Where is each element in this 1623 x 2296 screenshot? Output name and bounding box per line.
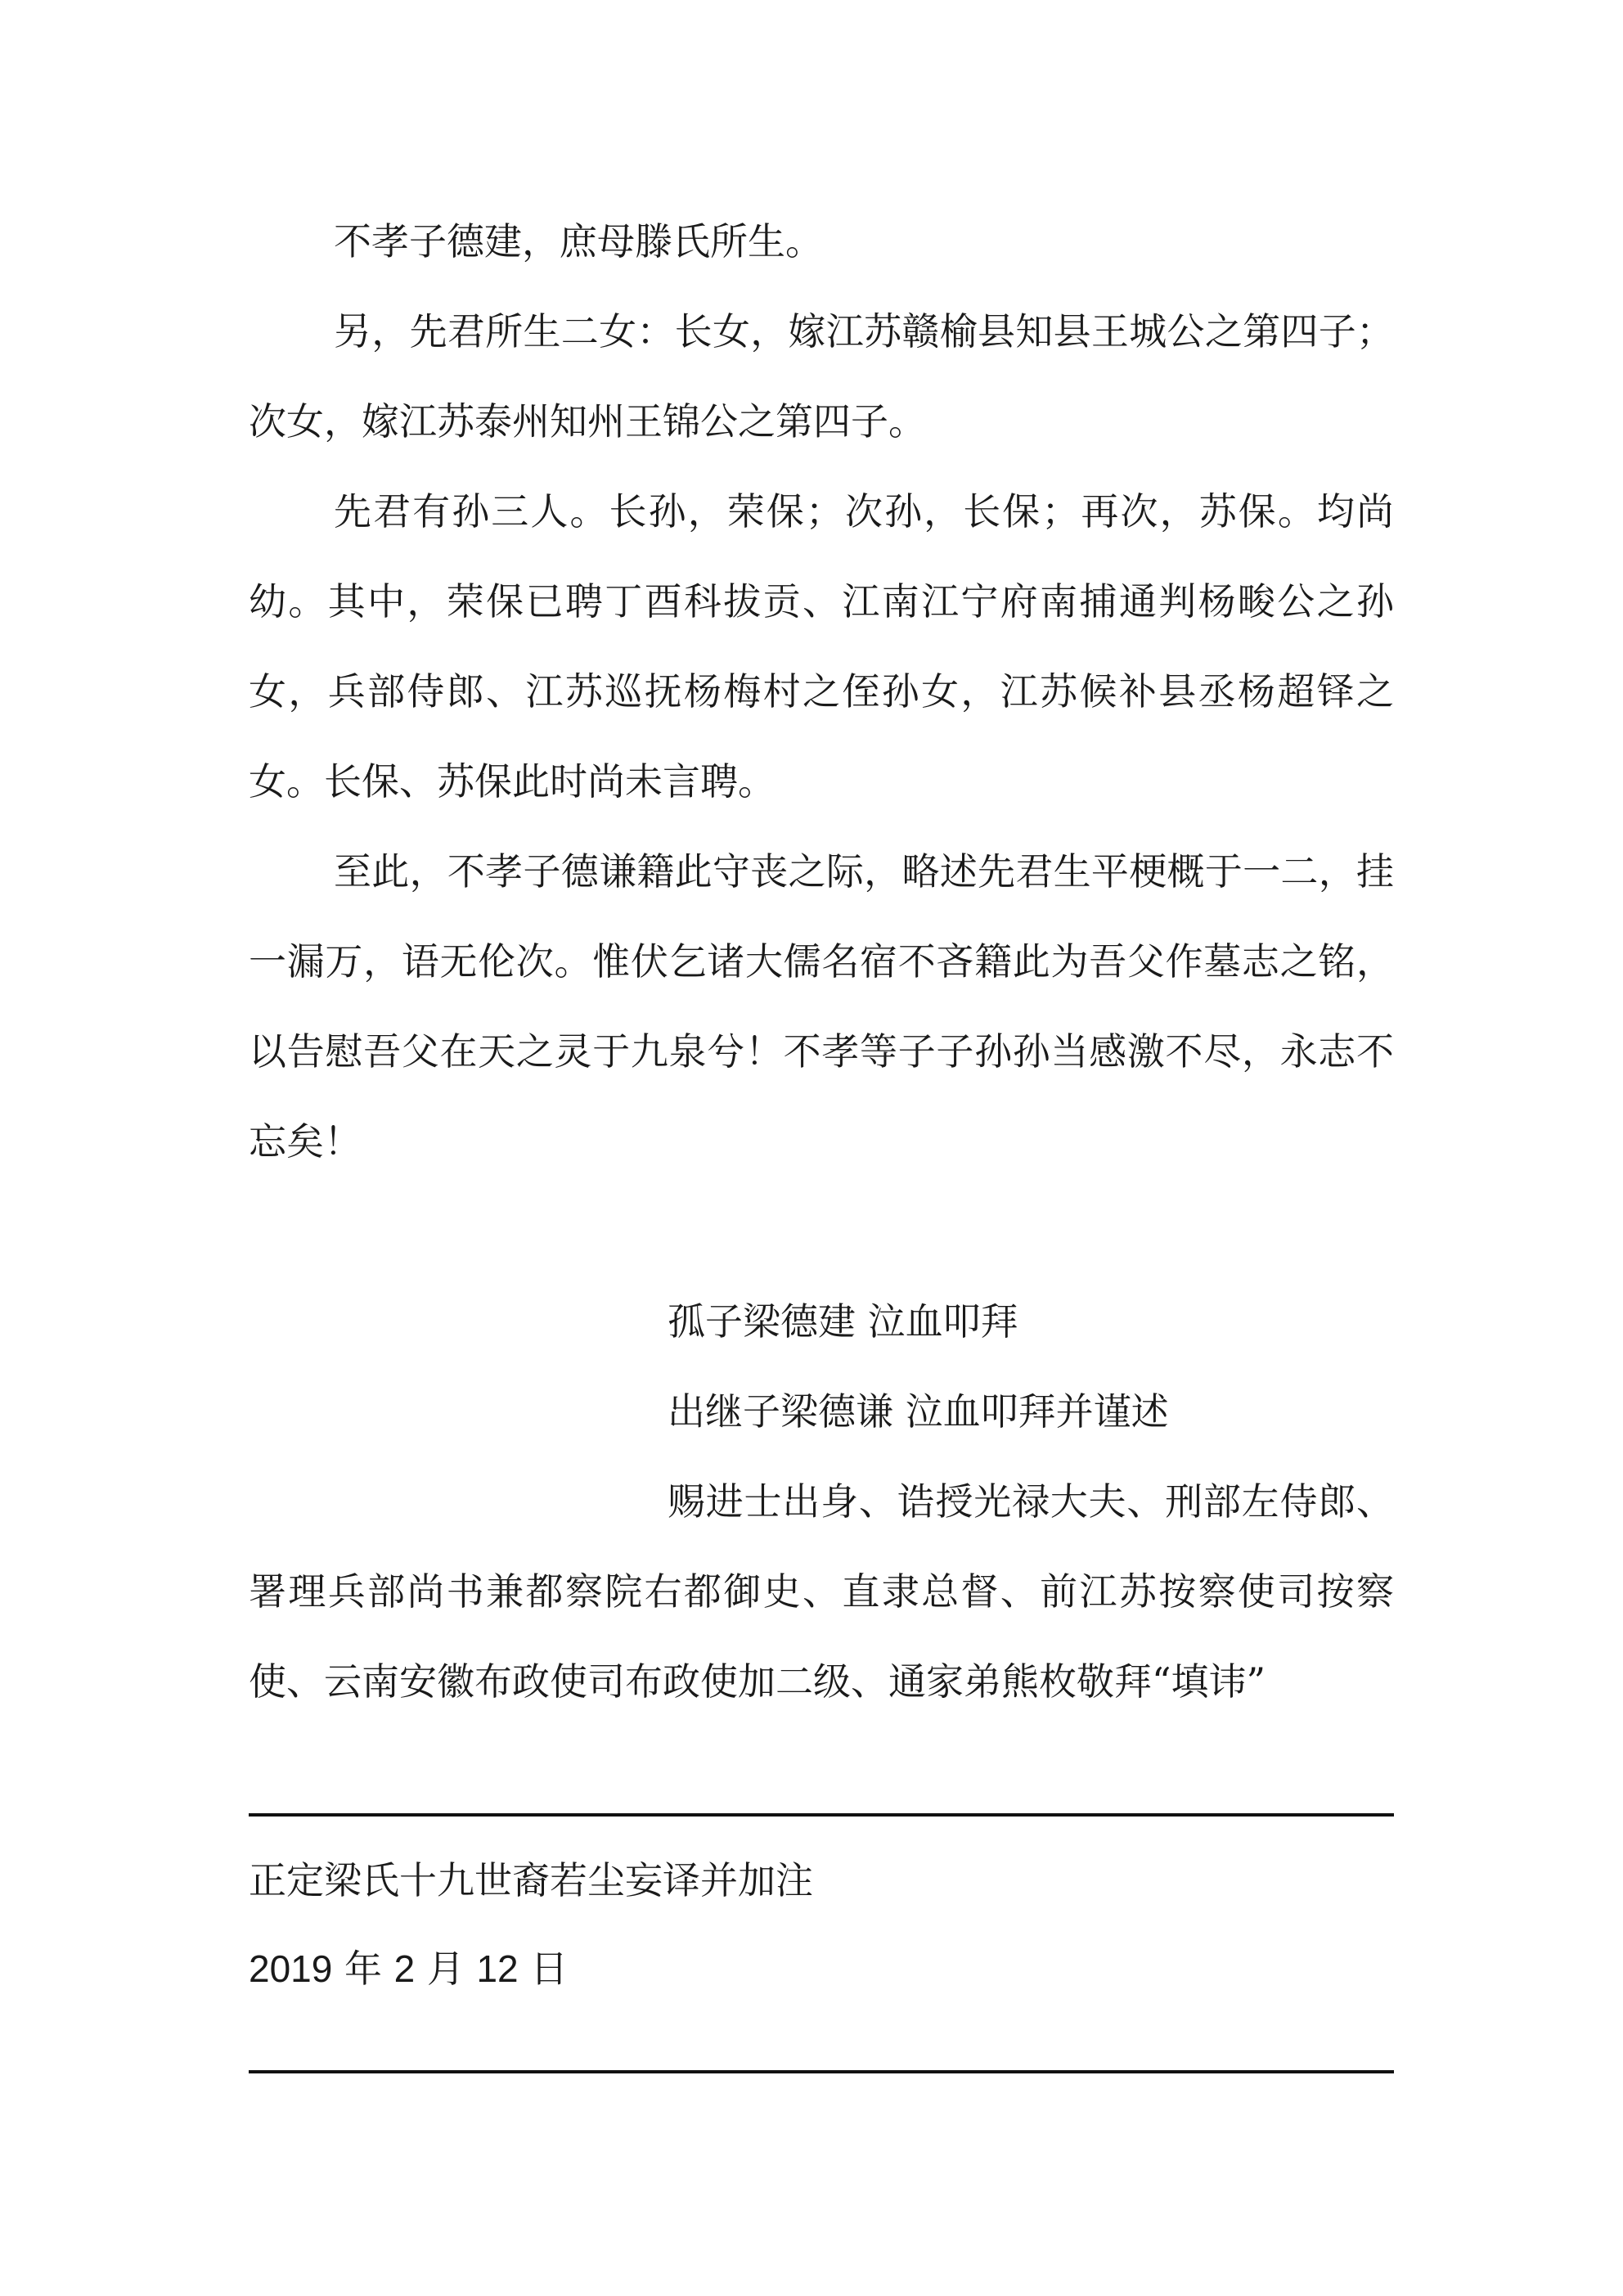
paragraph-3: 先君有孙三人。长孙，荣保；次孙，长保；再次，苏保。均尚幼。其中，荣保已聘丁酉科拔贡、江南江宁府南捕通判杨畯公之孙女，兵部侍郎、江苏巡抚杨梅村之侄孙女，江苏候补县丞杨超铎之女。长保、苏保此时尚未言聘。 [249,489,1394,804]
spacer [249,1186,1394,1276]
paragraph-4: 至此，不孝子德谦籍此守丧之际，略述先君生平梗概于一二，挂一漏万，语无伦次。惟伏乞诸大儒名宿不吝籍此为吾父作墓志之铭，以告慰吾父在天之灵于九泉兮！不孝等子子孙孙当感激不尽，永志不忘矣！ [249,849,1394,1164]
date-month: 2 [393,1947,416,1990]
date-month-unit: 月 [426,1947,465,1991]
date-day: 12 [476,1947,519,1990]
translator-note: 正定梁氏十九世裔若尘妄译并加注 [249,1858,813,1902]
divider-bottom [249,2070,1394,2073]
date-year-unit: 年 [344,1947,382,1991]
paragraph-2: 另，先君所生二女：长女，嫁江苏赣榆县知县王城公之第四子；次女，嫁江苏泰州知州王锦公之第四子。 [249,309,1394,443]
signature-line-3: 赐进士出身、诰授光禄大夫、刑部左侍郎、署理兵部尚书兼都察院右都御史、直隶总督、前江苏按察使司按察使、云南安徽布政使司布政使加二级、通家弟熊枚敬拜“填讳” [249,1479,1394,1704]
signature-line-2: 出继子梁德谦 泣血叩拜并谨述 [668,1389,1169,1434]
paragraph-1: 不孝子德建，庶母滕氏所生。 [334,219,823,263]
date-year: 2019 [249,1947,333,1990]
main-text [249,196,1394,1727]
signature-line-1: 孤子梁德建 泣血叩拜 [668,1299,1018,1344]
footer-date [249,1944,568,1993]
date-day-unit: 日 [530,1947,569,1991]
divider-top [249,1813,1394,1817]
